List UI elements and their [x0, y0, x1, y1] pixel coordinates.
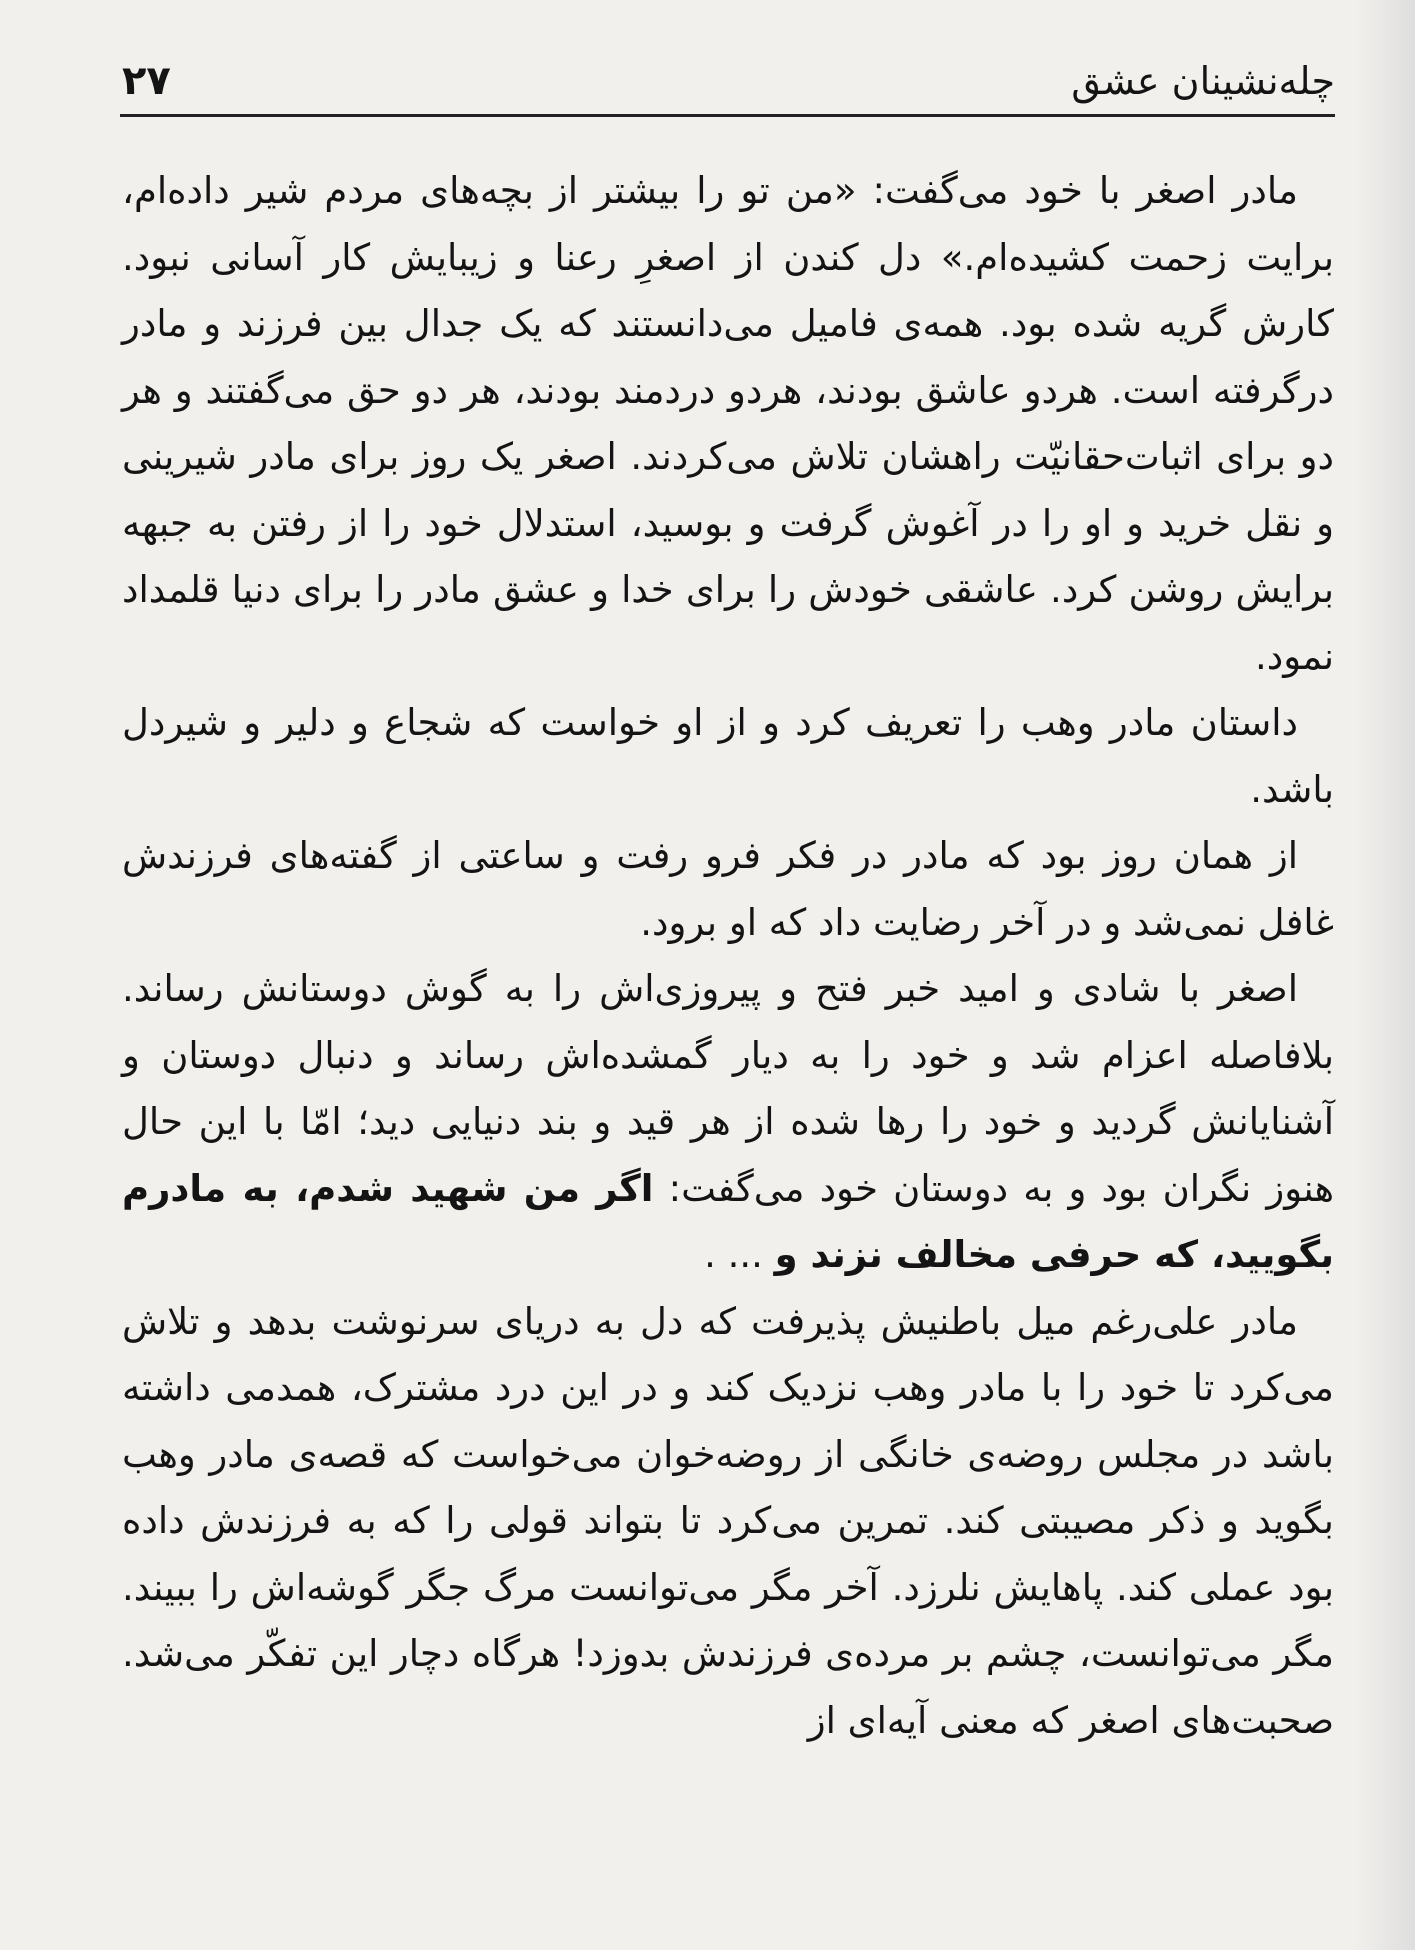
paragraph-5: مادر علی‌رغم میل باطنیش پذیرفت که دل به دریای سرنوشت بدهد و تلاش می‌کرد تا خود را با مادر وهب نزدیک کند و در این درد مشترک، همدمی داشته باشد در مجلس روضه‌ی خانگی از روضه‌خوان می‌خواست که قصه‌ی مادر وهب بگوید و ذکر مصیبتی کند. تمرین می‌کرد تا بتواند قولی را که به فرزندش داده بود عملی کند. پاهایش نلرزد. آخر مگر می‌توانست مرگ جگر گوشه‌اش را ببیند. مگر می‌توانست، چشم بر مرده‌ی فرزندش بدوزد! هرگاه دچار این تفکّر می‌شد. صحبت‌های اصغر که معنی آیه‌ای از — [122, 1299, 1334, 1742]
bold-quote: اگر من شهید شدم، به مادرم بگویید، که حرفی مخالف نزند و — [122, 1166, 1334, 1276]
running-header — [120, 52, 1335, 117]
paragraph-4-text: اصغر با شادی و امید خبر فتح و پیروزی‌اش را به گوش دوستانش رساند. بلافاصله اعزام شد و خود را به دیار گمشده‌اش رساند و دنبال دوستان و آشنایانش گردید و خود را رها شده از هر قید و بند دنیایی دید؛ امّا با این حال هنوز نگران بود و به دوستان خود می‌گفت: — [122, 967, 1334, 1210]
page-number: ۲۷ — [122, 58, 171, 104]
book-title: چله‌نشینان عشق — [1071, 59, 1335, 103]
body-text — [122, 158, 1334, 1754]
paragraph-4 — [122, 956, 1334, 1289]
paragraph-4-ellipsis: ... . — [704, 1233, 775, 1276]
paragraph-2: داستان مادر وهب را تعریف کرد و از او خواست که شجاع و دلیر و شیردل باشد. — [122, 701, 1334, 811]
paragraph-3: از همان روز بود که مادر در فکر فرو رفت و ساعتی از گفته‌های فرزندش غافل نمی‌شد و در آخر رضایت داد که او برود. — [122, 834, 1334, 944]
page-edge-shadow — [1355, 0, 1415, 1950]
paragraph-1: مادر اصغر با خود می‌گفت: «من تو را بیشتر از بچه‌های مردم شیر داده‌ام، برایت زحمت کشیده‌ام.» دل کندن از اصغرِ رعنا و زیبایش کار آسانی نبود. کارش گریه شده بود. همه‌ی فامیل می‌دانستند که یک جدال بین فرزند و مادر درگرفته است. هردو عاشق بودند، هردو دردمند بودند، هر دو حق می‌گفتند و هر دو برای اثبات‌حقانیّت راهشان تلاش می‌کردند. اصغر یک روز برای مادر شیرینی و نقل خرید و او را در آغوش گرفت و بوسید، استدلال خود را از رفتن به جبهه برایش روشن کرد. عاشقی خودش را برای خدا و عشق مادر را برای دنیا قلمداد نمود. — [122, 169, 1334, 678]
